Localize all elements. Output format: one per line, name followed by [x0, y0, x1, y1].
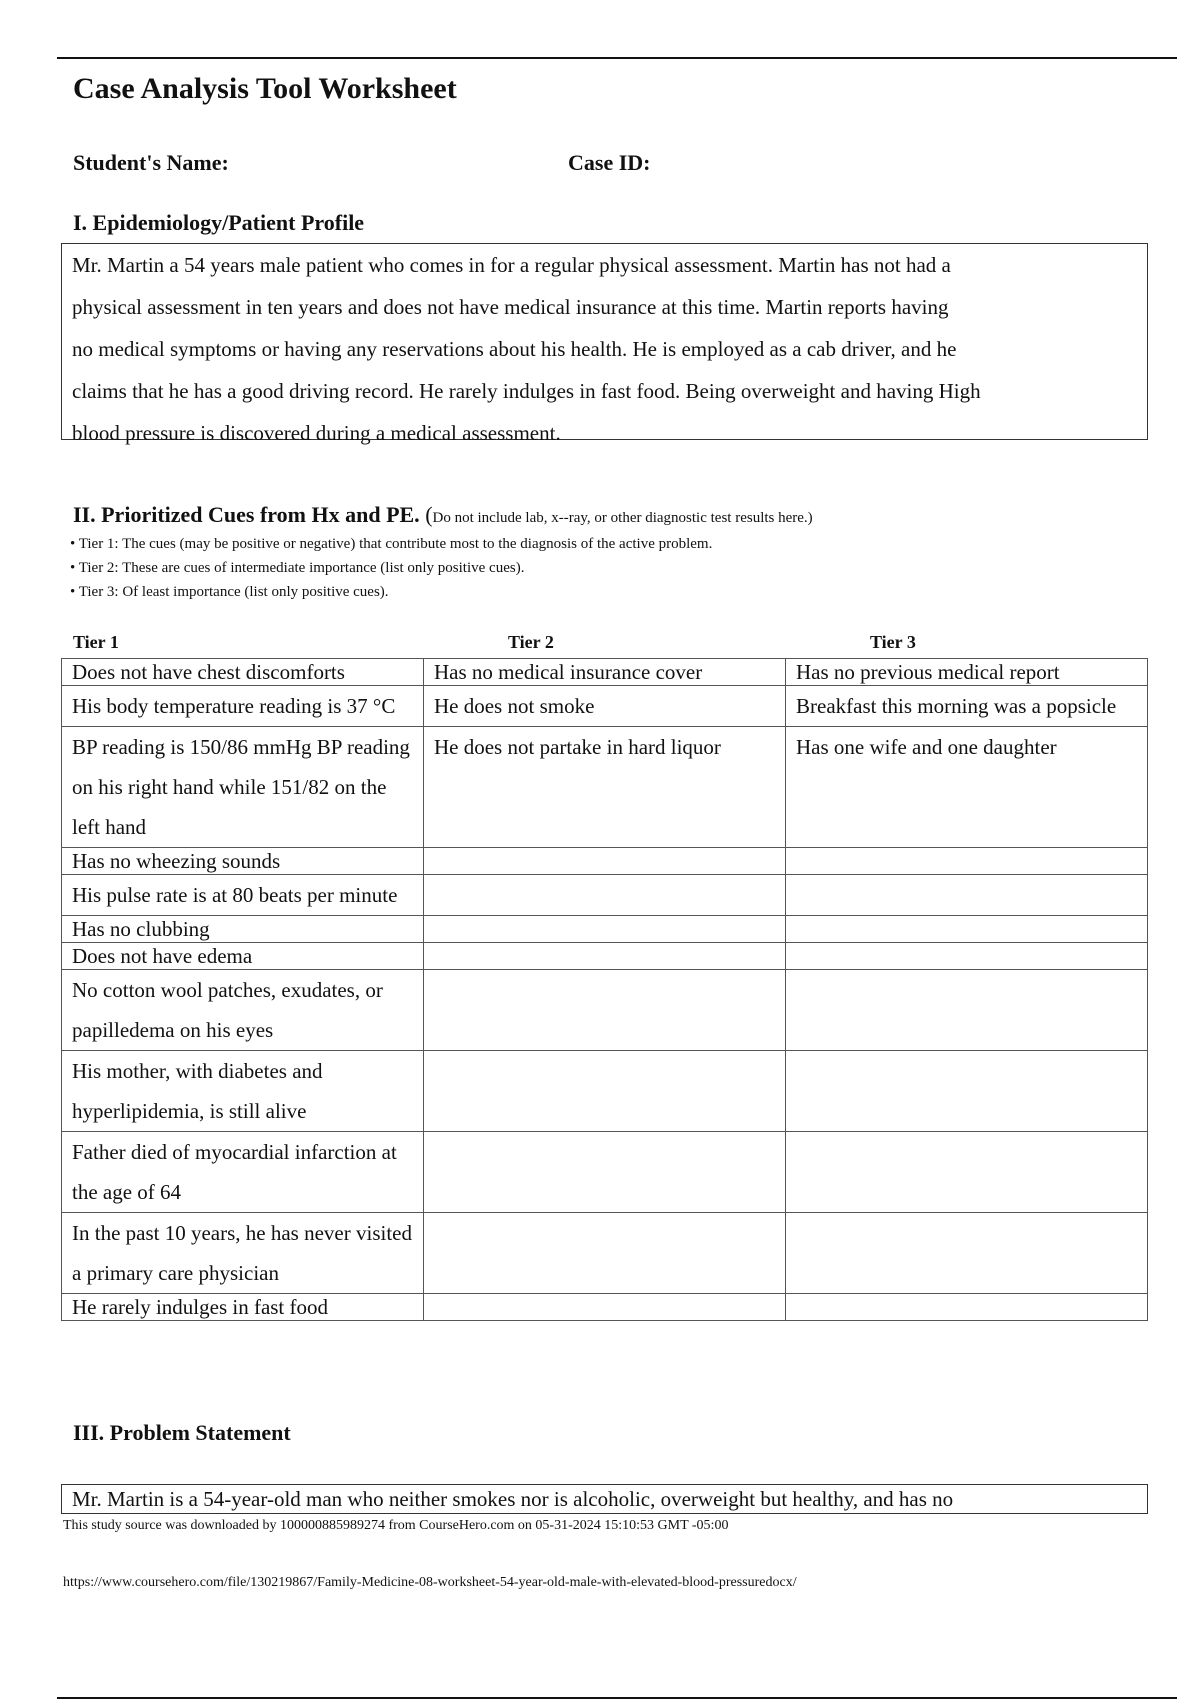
- tier1-note: • Tier 1: The cues (may be positive or negative) that contribute most to the diagnosis of the active problem.: [70, 536, 713, 552]
- patient-profile-box: [61, 243, 1148, 445]
- table-cell: His body temperature reading is 37 °C: [62, 686, 424, 727]
- table-row: [62, 1051, 1148, 1132]
- table-row: [62, 1213, 1148, 1294]
- table-cell: Has no wheezing sounds: [62, 848, 424, 875]
- table-cell: Has one wife and one daughter: [786, 727, 1148, 848]
- table-row: [62, 875, 1148, 916]
- table-cell: [424, 1294, 786, 1321]
- profile-line: Mr. Martin a 54 years male patient who comes in for a regular physical assessment. Martin has not had a: [72, 253, 951, 277]
- section-cues-heading: [73, 502, 813, 528]
- table-row: [62, 848, 1148, 875]
- table-cell: Does not have chest discomforts: [62, 659, 424, 686]
- table-cell: [786, 943, 1148, 970]
- problem-statement-box: Mr. Martin is a 54-year-old man who neither smokes nor is alcoholic, overweight but healthy, and has no: [61, 1484, 1148, 1514]
- table-row: [62, 970, 1148, 1051]
- section-epidemiology-heading: I. Epidemiology/Patient Profile: [73, 210, 365, 235]
- table-row: [62, 727, 1148, 848]
- tier3-column-header: Tier 3: [870, 632, 916, 652]
- table-cell: He does not partake in hard liquor: [424, 727, 786, 848]
- table-cell: [424, 848, 786, 875]
- table-cell: His pulse rate is at 80 beats per minute: [62, 875, 424, 916]
- table-cell: [424, 1132, 786, 1213]
- section-cues-title: II. Prioritized Cues from Hx and PE.: [73, 502, 420, 527]
- tier1-column-header: Tier 1: [73, 632, 119, 652]
- cues-table: [61, 658, 1148, 1321]
- table-cell: [786, 970, 1148, 1051]
- table-cell: [786, 1213, 1148, 1294]
- table-row: [62, 686, 1148, 727]
- table-cell: [786, 1051, 1148, 1132]
- table-cell: Has no clubbing: [62, 916, 424, 943]
- table-cell: [786, 1132, 1148, 1213]
- table-cell: [786, 1294, 1148, 1321]
- table-cell: Father died of myocardial infarction at the age of 64: [62, 1132, 424, 1213]
- tier3-note: • Tier 3: Of least importance (list only positive cues).: [70, 584, 389, 600]
- table-row: [62, 1294, 1148, 1321]
- table-cell: [424, 1051, 786, 1132]
- table-row: [62, 1132, 1148, 1213]
- case-id-label: Case ID:: [568, 150, 651, 175]
- table-cell: He rarely indulges in fast food: [62, 1294, 424, 1321]
- table-cell: [786, 916, 1148, 943]
- download-note: This study source was downloaded by 100000885989274 from CourseHero.com on 05-31-2024 15:10:53 GMT -05:00: [63, 1518, 729, 1533]
- bottom-rule: [57, 1697, 1177, 1699]
- table-cell: [424, 1213, 786, 1294]
- tier2-note: • Tier 2: These are cues of intermediate importance (list only positive cues).: [70, 560, 525, 576]
- table-row: [62, 916, 1148, 943]
- section-cues-paren: (: [425, 502, 433, 527]
- source-url: https://www.coursehero.com/file/130219867/Family-Medicine-08-worksheet-54-year-old-male-with-elevated-blood-pressuredocx/: [63, 1575, 797, 1590]
- section-cues-subheading: Do not include lab, x--ray, or other diagnostic test results here.): [432, 510, 813, 526]
- table-cell: Has no previous medical report: [786, 659, 1148, 686]
- profile-line: claims that he has a good driving record. He rarely indulges in fast food. Being overweight and having High: [72, 379, 981, 403]
- table-cell: [424, 875, 786, 916]
- table-cell: He does not smoke: [424, 686, 786, 727]
- table-cell: [424, 943, 786, 970]
- profile-line: physical assessment in ten years and does not have medical insurance at this time. Martin reports having: [72, 295, 949, 319]
- table-cell: [786, 848, 1148, 875]
- table-cell: No cotton wool patches, exudates, or papilledema on his eyes: [62, 970, 424, 1051]
- worksheet-title: Case Analysis Tool Worksheet: [73, 72, 457, 105]
- top-rule: [57, 57, 1177, 59]
- section-problem-statement-heading: III. Problem Statement: [73, 1420, 291, 1445]
- table-cell: BP reading is 150/86 mmHg BP reading on his right hand while 151/82 on the left hand: [62, 727, 424, 848]
- table-cell: [424, 916, 786, 943]
- table-row: [62, 659, 1148, 686]
- table-row: [62, 943, 1148, 970]
- table-cell: [424, 970, 786, 1051]
- table-cell: Breakfast this morning was a popsicle: [786, 686, 1148, 727]
- table-cell: Has no medical insurance cover: [424, 659, 786, 686]
- profile-line: no medical symptoms or having any reservations about his health. He is employed as a cab driver, and he: [72, 337, 957, 361]
- profile-line: blood pressure is discovered during a medical assessment.: [72, 421, 561, 445]
- tier2-column-header: Tier 2: [508, 632, 554, 652]
- student-name-label: Student's Name:: [73, 150, 229, 175]
- table-cell: Does not have edema: [62, 943, 424, 970]
- table-cell: In the past 10 years, he has never visited a primary care physician: [62, 1213, 424, 1294]
- table-cell: [786, 875, 1148, 916]
- table-cell: His mother, with diabetes and hyperlipidemia, is still alive: [62, 1051, 424, 1132]
